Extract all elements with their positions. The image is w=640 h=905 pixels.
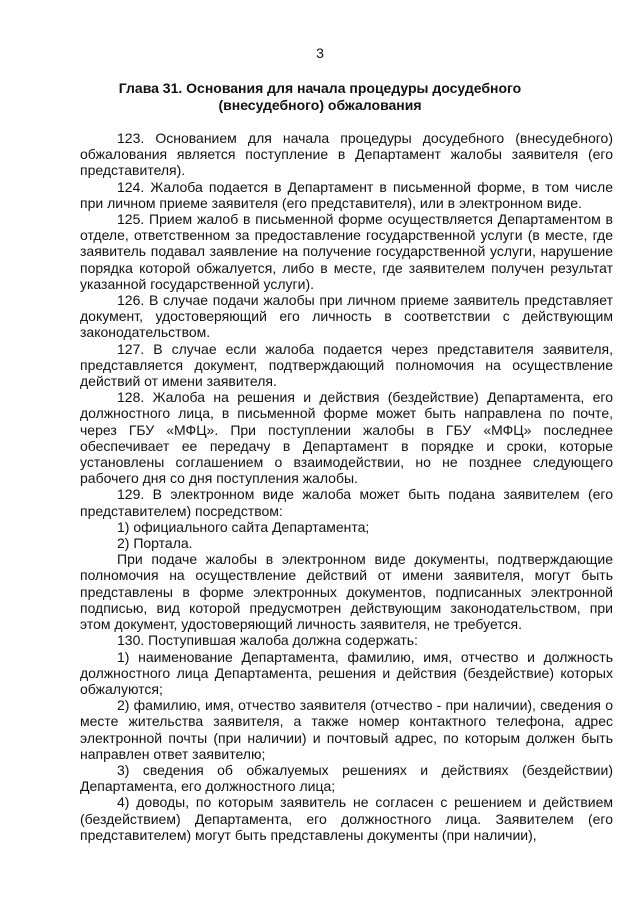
document-body [80,130,613,843]
list-item: 2) Портала. [117,535,193,552]
chapter-title: Глава 31. Основания для начала процедуры досудебного (внесудебного) обжалования [118,80,522,113]
list-item: 4) доводы, по которым заявитель не согласен с решением и действием (бездействием) Департамента, его должностного лица. Заявителем (его представителем) могут быть представлены документы (при наличии), [80,794,613,843]
list-item: 3) сведения об обжалуемых решениях и действиях (бездействии) Департамента, его должностного лица; [80,761,613,795]
paragraph: 125. Прием жалоб в письменной форме осуществляется Департаментом в отделе, ответственном за предоставление государственной услуги (в месте, где заявитель подавал заявление на получение государственной услуги, нарушение порядка которой обжалуется, либо в месте, где заявителем получен результат указанной государственной услуги). [80,211,613,292]
paragraph: 123. Основанием для начала процедуры досудебного (внесудебного) обжалования является поступление в Департамент жалобы заявителя (его представителя). [80,130,613,179]
paragraph: При подаче жалобы в электронном виде документы, подтверждающие полномочия на осуществление действий от имени заявителя, могут быть представлены в форме электронных документов, подписанных электронной подписью, вид которой предусмотрен действующим законодательством, при этом документ, удостоверяющий личность заявителя, не требуется. [80,551,613,633]
list-item: 2) фамилию, имя, отчество заявителя (отчество - при наличии), сведения о месте жительства заявителя, а также номер контактного телефона, адрес электронной почты (при наличии) и почтовый адрес, по которым должен быть направлен ответ заявителю; [80,697,613,762]
page-number: 3 [316,45,324,61]
paragraph: 126. В случае подачи жалобы при личном приеме заявитель представляет документ, удостоверяющий его личность в соответствии с действующим законодательством. [80,292,613,341]
paragraph: 130. Поступившая жалоба должна содержать: [117,632,418,649]
list-item: 1) официального сайта Департамента; [117,518,370,535]
paragraph: 128. Жалоба на решения и действия (бездействие) Департамента, его должностного лица, в письменной форме может быть направлена по почте, через ГБУ «МФЦ». При поступлении жалобы в ГБУ «МФЦ» последнее обеспечивает ее передачу в Департамент в порядке и сроки, которые установлены соглашением о взаимодействии, но не позднее следующего рабочего дня со дня поступления жалобы. [80,389,613,487]
paragraph: 127. В случае если жалоба подается через представителя заявителя, представляется документ, подтверждающий полномочия на осуществление действий от имени заявителя. [80,340,613,390]
list-item: 1) наименование Департамента, фамилию, имя, отчество и должность должностного лица Департамента, решения и действия (бездействие) которых обжалуются; [80,648,613,697]
paragraph: 124. Жалоба подается в Департамент в письменной форме, в том числе при личном приеме заявителя (его представителя), или в электронном виде. [80,178,613,211]
paragraph: 129. В электронном виде жалоба может быть подана заявителем (его представителем) посредством: [80,486,613,519]
